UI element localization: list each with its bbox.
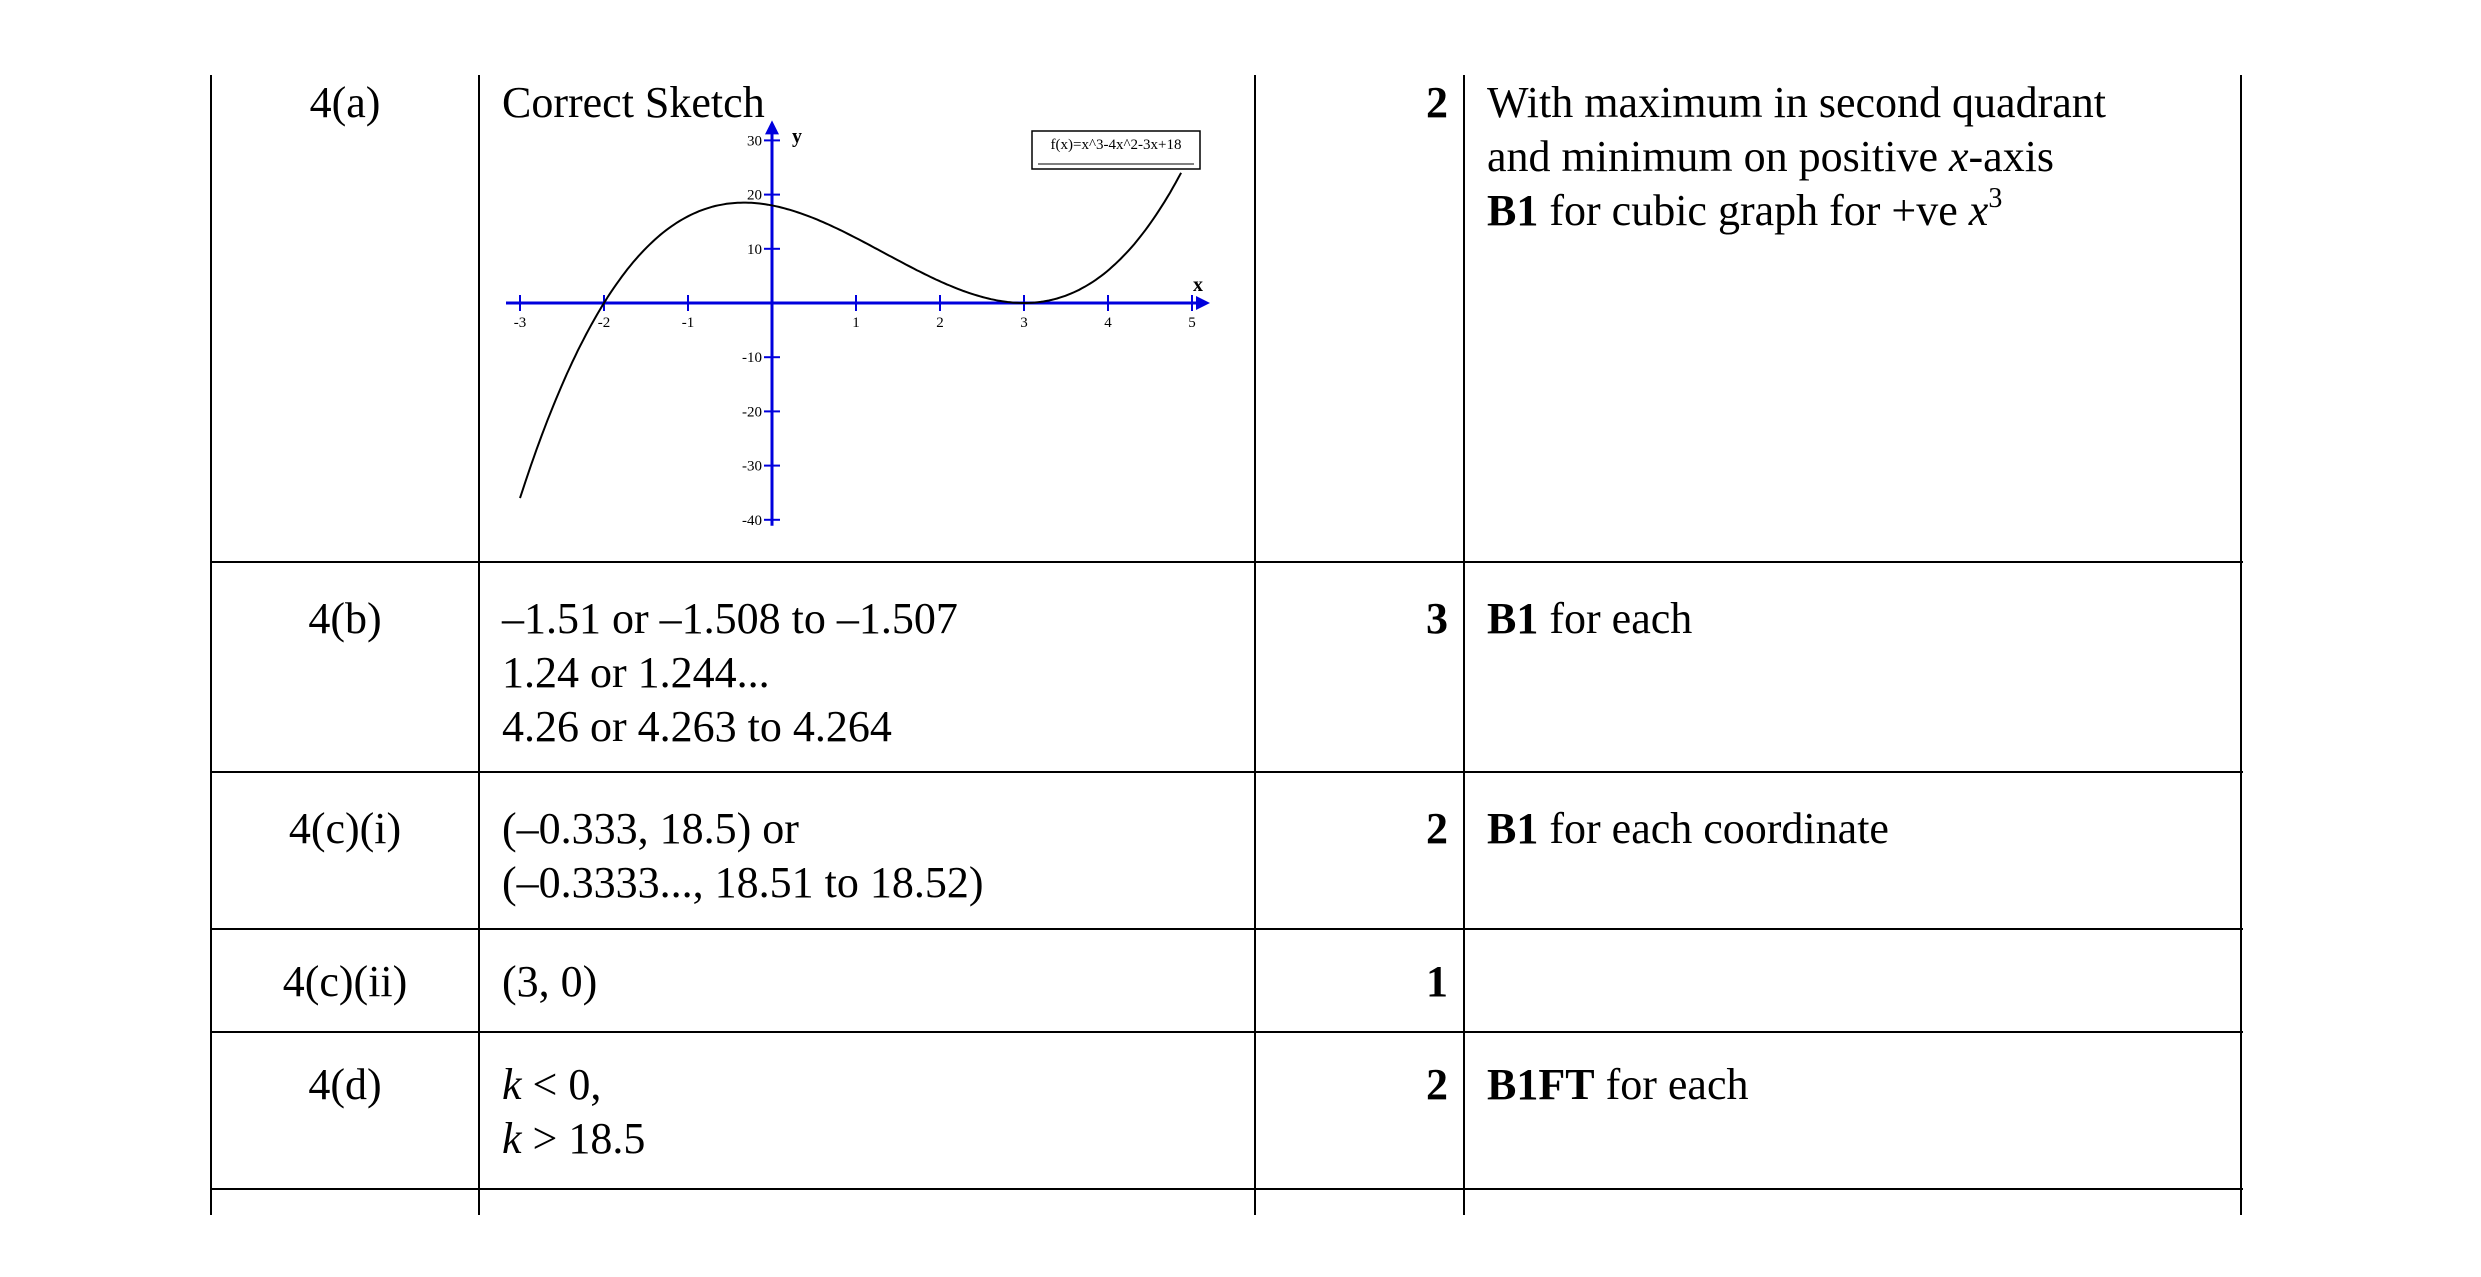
question-number: 4(a) — [309, 78, 381, 127]
table-divider-2 — [1254, 75, 1256, 1215]
y-tick-label: 30 — [747, 133, 762, 150]
y-axis-arrow — [765, 120, 779, 134]
guidance-line-2: and minimum on positive x-axis — [1487, 132, 2055, 181]
legend-box — [1032, 131, 1200, 169]
legend-label: f(x)=x^3-4x^2-3x+18 — [1050, 137, 1182, 153]
question-number: 4(c)(ii) — [282, 957, 408, 1006]
x-tick-label: -1 — [681, 315, 695, 331]
question-number: 4(b) — [308, 594, 382, 643]
guidance-text: B1FT for each — [1487, 1060, 1749, 1109]
table-divider-3 — [1463, 75, 1465, 1215]
guidance-text: B1 for each coordinate — [1487, 804, 1889, 853]
table-line-2 — [210, 771, 2243, 773]
answer-line: (–0.333, 18.5) or — [502, 804, 799, 853]
answer-text: (3, 0) — [502, 957, 598, 1006]
y-tick-label: -40 — [742, 512, 762, 529]
guidance-line-1: With maximum in second quadrant — [1487, 78, 2106, 127]
answer-line: 4.26 or 4.263 to 4.264 — [502, 702, 892, 751]
table-line-3 — [210, 928, 2243, 930]
y-tick-label: -30 — [742, 458, 762, 475]
guidance-text: B1 for each — [1487, 594, 1693, 643]
y-axis-label: y — [792, 125, 802, 148]
marks: 2 — [1426, 78, 1448, 127]
table-divider-1 — [478, 75, 480, 1215]
answer-line: 1.24 or 1.244... — [502, 648, 770, 697]
x-axis-arrow — [1196, 296, 1210, 310]
x-axis-label: x — [1193, 274, 1203, 296]
answer-line: k > 18.5 — [502, 1114, 646, 1163]
answer-line: –1.51 or –1.508 to –1.507 — [502, 594, 958, 643]
marks: 1 — [1426, 957, 1448, 1006]
x-tick-label: 4 — [1104, 315, 1112, 331]
guidance-line-3: B1 for cubic graph for +ve $x^3$ — [1487, 183, 2003, 235]
y-tick-label: 20 — [747, 187, 762, 204]
y-tick-label: -10 — [742, 350, 762, 367]
table-line-4 — [210, 1031, 2243, 1033]
x-tick-label: 5 — [1188, 315, 1196, 331]
x-tick-label: -3 — [513, 315, 527, 331]
y-tick-label: 10 — [747, 241, 762, 258]
y-tick-label: -20 — [742, 404, 762, 421]
answer-text — [502, 802, 984, 910]
marks: 3 — [1426, 594, 1448, 643]
x-tick-label: -2 — [597, 315, 611, 331]
cubic-curve — [520, 173, 1181, 498]
guidance-text — [1487, 76, 2106, 244]
answer-text — [502, 1058, 645, 1166]
table-border-right — [2240, 75, 2242, 1215]
table-line-1 — [210, 561, 2243, 563]
marks: 2 — [1426, 804, 1448, 853]
question-number: 4(d) — [308, 1060, 382, 1109]
answer-text — [502, 592, 958, 754]
x-tick-label: 2 — [936, 315, 944, 331]
marks: 2 — [1426, 1060, 1448, 1109]
x-tick-label: 3 — [1020, 315, 1028, 331]
answer-line: k < 0, — [502, 1060, 602, 1109]
question-number: 4(c)(i) — [288, 804, 402, 853]
answer-text: Correct Sketch — [502, 78, 765, 127]
cubic-sketch-chart — [490, 115, 1230, 545]
table-line-5 — [210, 1188, 2243, 1190]
answer-line: (–0.3333..., 18.51 to 18.52) — [502, 858, 984, 907]
x-tick-label: 1 — [852, 315, 860, 331]
